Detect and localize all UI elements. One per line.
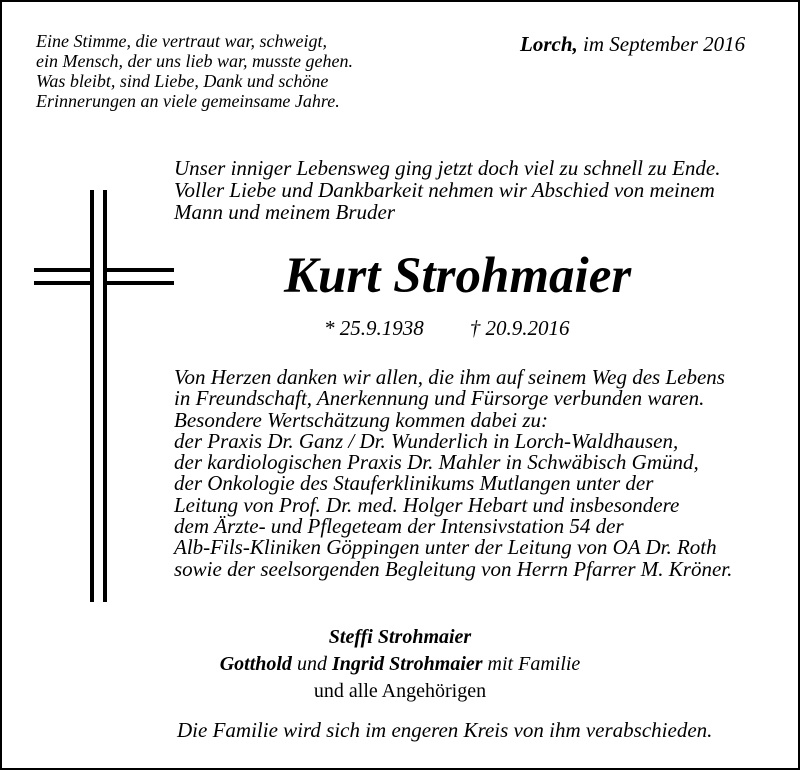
thanks-line: Besondere Wertschätzung kommen dabei zu: — [174, 407, 549, 432]
signature-and: und — [296, 653, 327, 675]
thanks-line: der kardiologischen Praxis Dr. Mahler in Schwäbisch Gmünd, — [174, 450, 699, 475]
signature-line-3: und alle Angehörigen — [313, 680, 487, 702]
signature-line-1: Steffi Strohmaier — [328, 626, 472, 648]
intro-text — [174, 157, 721, 223]
poem-line: Erinnerungen an viele gemeinsame Jahre. — [36, 91, 340, 111]
cross-icon — [34, 190, 174, 602]
poem-line: Was bleibt, sind Liebe, Dank und schöne — [36, 71, 329, 91]
signature-name-1: Gotthold — [219, 653, 292, 675]
poem — [36, 31, 353, 111]
death-date: † 20.9.2016 — [469, 316, 570, 340]
poem-line: Eine Stimme, die vertraut war, schweigt, — [36, 31, 327, 51]
intro-line: Voller Liebe und Dankbarkeit nehmen wir Abschied von meinem — [174, 178, 715, 202]
deceased-name: Kurt Strohmaier — [284, 248, 632, 304]
thanks-line: dem Ärzte- und Pflegeteam der Intensivstation 54 der — [174, 514, 624, 539]
date: im September 2016 — [583, 32, 746, 56]
thanks-line: in Freundschaft, Anerkennung und Fürsorge verbunden waren. — [174, 386, 705, 411]
thanks-line: der Onkologie des Stauferklinikums Mutlangen unter der — [174, 471, 654, 496]
thanks-line: Alb-Fils-Kliniken Göppingen unter der Leitung von OA Dr. Roth — [174, 535, 717, 560]
place: Lorch, — [520, 32, 578, 56]
thanks-text — [174, 367, 732, 580]
thanks-line: Von Herzen danken wir allen, die ihm auf seinem Weg des Lebens — [174, 365, 725, 389]
signature-suffix: mit Familie — [487, 653, 581, 675]
closing-note: Die Familie wird sich im engeren Kreis von ihm verabschieden. — [177, 718, 713, 742]
thanks-line: sowie der seelsorgenden Begleitung von Herrn Pfarrer M. Kröner. — [174, 556, 733, 581]
thanks-line: Leitung von Prof. Dr. med. Holger Hebart und insbesondere — [174, 492, 680, 517]
intro-line: Mann und meinem Bruder — [174, 200, 396, 224]
life-dates — [324, 316, 570, 341]
signature-name-2: Ingrid Strohmaier — [331, 653, 483, 675]
intro-line: Unser inniger Lebensweg ging jetzt doch viel zu schnell zu Ende. — [174, 156, 721, 180]
place-date — [520, 32, 745, 57]
signature-line-2 — [2, 651, 798, 678]
signatures — [2, 624, 798, 705]
thanks-line: der Praxis Dr. Ganz / Dr. Wunderlich in Lorch-Waldhausen, — [174, 428, 679, 453]
poem-line: ein Mensch, der uns lieb war, musste gehen. — [36, 51, 353, 71]
birth-date: * 25.9.1938 — [324, 316, 424, 340]
